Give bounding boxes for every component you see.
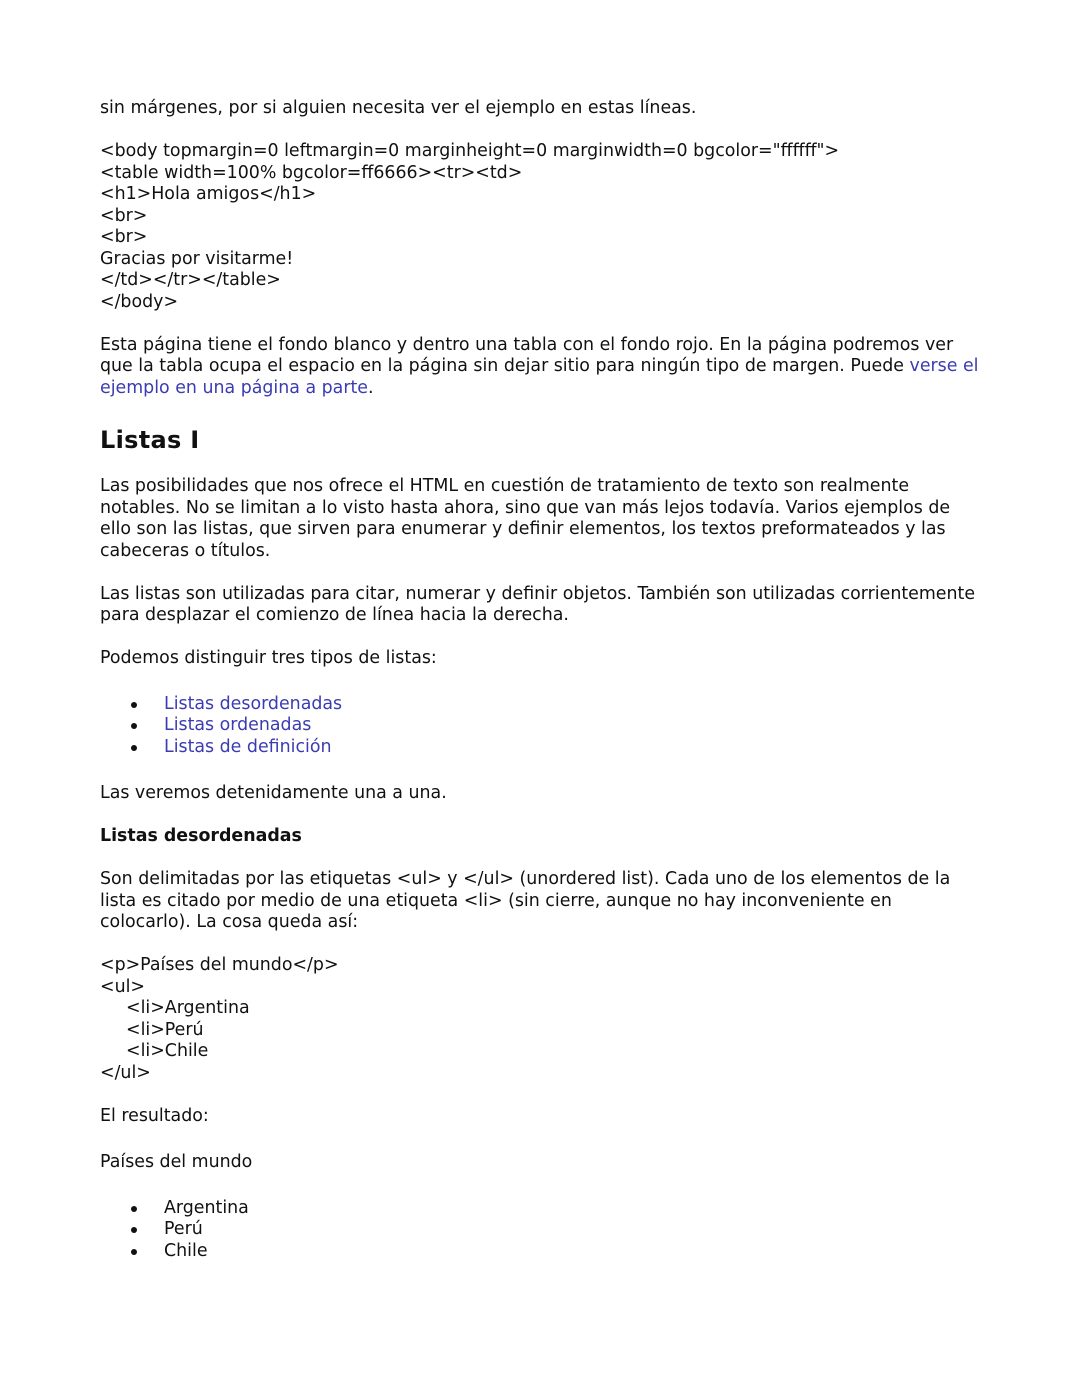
paragraph-veremos: Las veremos detenidamente una a una. (100, 783, 447, 803)
list-item (100, 1198, 980, 1220)
list-item (100, 737, 980, 759)
link-listas-ordenadas[interactable]: Listas ordenadas (164, 715, 312, 735)
code-line: </td></tr></table> (100, 270, 281, 290)
bullet-icon (131, 1206, 137, 1212)
intro-line: sin márgenes, por si alguien necesita ver el ejemplo en estas líneas. (100, 98, 697, 118)
paragraph-delimitadas: Son delimitadas por las etiquetas <ul> y </ul> (unordered list). Cada uno de los elementos de la lista es citado por medio de una etiqueta <li> (sin cierre, aunque no hay inconveniente en colocarlo). La cosa queda así: (100, 869, 951, 932)
bullet-icon (131, 1249, 137, 1255)
section-heading-listas: Listas I (100, 426, 200, 454)
country-label: Perú (164, 1219, 203, 1239)
resultado-label: El resultado: (100, 1105, 209, 1126)
bullet-icon (131, 745, 137, 751)
bullet-icon (131, 702, 137, 708)
country-label: Argentina (164, 1197, 249, 1218)
link-listas-definicion[interactable]: Listas de definición (164, 736, 332, 757)
paragraph-end: . (368, 377, 374, 398)
paragraph-posibilidades: Las posibilidades que nos ofrece el HTML en cuestión de tratamiento de texto son realmente notables. No se limitan a lo visto hasta ahora, sino que van más lejos todavía. Varios ejemplos de ello son las listas, que sirven para enumerar y definir elementos, los textos preformateados y las cabeceras o títulos. (100, 476, 951, 561)
code-block-ul-example (100, 955, 980, 1084)
code-line: </ul> (100, 1062, 151, 1083)
code-line: <h1>Hola amigos</h1> (100, 184, 317, 204)
code-line: </body> (100, 291, 179, 312)
list-item (100, 694, 980, 716)
country-label: Chile (164, 1240, 208, 1261)
paragraph-text: Esta página tiene el fondo blanco y dentro una tabla con el fondo rojo. En la página podremos ver que la tabla ocupa el espacio en la página sin dejar sitio para ningún tipo de margen. Puede (100, 334, 954, 376)
paragraph-page-description (100, 335, 980, 400)
paises-title: Países del mundo (100, 1152, 253, 1172)
code-line: <ul> (100, 976, 145, 997)
code-block-body-example (100, 141, 980, 313)
code-line: <br> (100, 227, 148, 247)
bullet-icon (131, 723, 137, 729)
list-item (100, 1241, 980, 1263)
code-line: Gracias por visitarme! (100, 248, 294, 269)
list-types (100, 694, 980, 759)
list-countries (100, 1198, 980, 1263)
paragraph-listas: Las listas son utilizadas para citar, numerar y definir objetos. También son utilizadas corrientemente para desplazar el comienzo de línea hacia la derecha. (100, 583, 976, 625)
code-line: <body topmargin=0 leftmargin=0 marginheight=0 marginwidth=0 bgcolor="ffffff"> (100, 141, 840, 161)
code-line: <li>Argentina (126, 998, 250, 1018)
bullet-icon (131, 1227, 137, 1233)
paragraph-tipos: Podemos distinguir tres tipos de listas: (100, 648, 437, 668)
list-item (100, 715, 980, 737)
code-line: <li>Perú (126, 1019, 204, 1040)
example-page-link[interactable]: verse el ejemplo en una página a parte (100, 356, 979, 398)
code-line: <br> (100, 205, 148, 226)
code-line: <p>Países del mundo</p> (100, 955, 339, 975)
document-page (100, 98, 980, 1262)
code-line: <li>Chile (126, 1041, 209, 1061)
subheading-listas-desordenadas: Listas desordenadas (100, 826, 302, 846)
code-line: <table width=100% bgcolor=ff6666><tr><td> (100, 162, 523, 183)
link-listas-desordenadas[interactable]: Listas desordenadas (164, 693, 343, 714)
list-item (100, 1219, 980, 1241)
